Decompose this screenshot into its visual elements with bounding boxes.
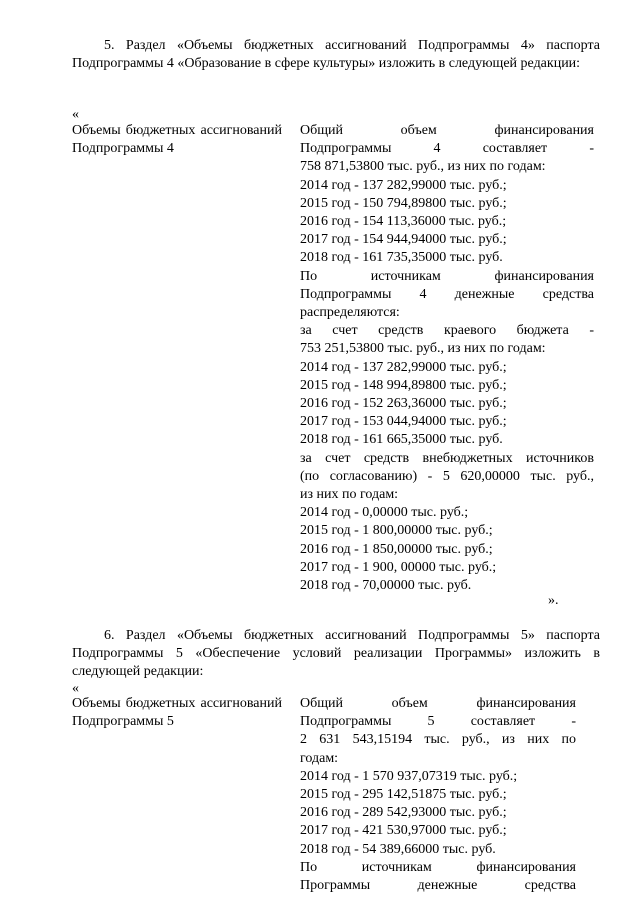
s6-line-3: годам: [300, 750, 339, 766]
s5-line-8: По источникам финансирования [300, 268, 594, 284]
section-5-heading: 5. Раздел «Объемы бюджетных ассигнований Подпрограммы 4» паспорта Подпрограммы 4 «Образование в сфере культуры» изложить в следующей редакции: [72, 38, 600, 72]
s5-line-22: 2015 год - 1 800,00000 тыс. руб.; [300, 523, 493, 539]
s5-line-1: Подпрограммы 4 составляет - [300, 141, 594, 157]
s5-line-14: 2015 год - 148 994,89800 тыс. руб.; [300, 377, 507, 393]
s6-line-5: 2015 год - 295 142,51875 тыс. руб.; [300, 787, 507, 803]
section-5-right-cell [300, 122, 594, 595]
section-6-right-cell [300, 695, 576, 895]
s5-line-17: 2018 год - 161 665,35000 тыс. руб. [300, 432, 503, 448]
s5-line-20: из них по годам: [300, 487, 399, 503]
s6-line-8: 2018 год - 54 389,66000 тыс. руб. [300, 841, 496, 857]
s5-line-18: за счет средств внебюджетных источников [300, 450, 594, 466]
s6-line-2: 2 631 543,15194 тыс. руб., из них по [300, 732, 576, 748]
s5-line-16: 2017 год - 153 044,94000 тыс. руб.; [300, 414, 507, 430]
section-5-open-quote: « [72, 107, 79, 122]
s5-line-25: 2018 год - 70,00000 тыс. руб. [300, 578, 472, 594]
section-5-left-cell: Объемы бюджетных ассигнований Подпрограммы 4 [72, 123, 282, 157]
s5-line-0: Общий объем финансирования [300, 123, 594, 138]
s5-line-21: 2014 год - 0,00000 тыс. руб.; [300, 505, 469, 521]
s6-line-10: Программы денежные средства [300, 878, 576, 894]
s5-line-2: 758 871,53800 тыс. руб., из них по годам: [300, 159, 546, 175]
s5-line-7: 2018 год - 161 735,35000 тыс. руб. [300, 250, 503, 266]
s5-line-15: 2016 год - 152 263,36000 тыс. руб.; [300, 396, 507, 412]
s5-line-23: 2016 год - 1 850,00000 тыс. руб.; [300, 541, 493, 557]
s5-line-10: распределяются: [300, 305, 400, 321]
s6-line-0: Общий объем финансирования [300, 696, 576, 711]
s5-line-13: 2014 год - 137 282,99000 тыс. руб.; [300, 359, 507, 375]
section-5-close-quote: ». [548, 593, 559, 608]
s5-line-24: 2017 год - 1 900, 00000 тыс. руб.; [300, 559, 497, 575]
s5-line-9: Подпрограммы 4 денежные средства [300, 286, 594, 302]
s6-line-4: 2014 год - 1 570 937,07319 тыс. руб.; [300, 768, 518, 784]
s5-line-11: за счет средств краевого бюджета - [300, 323, 594, 339]
section-6-left-cell: Объемы бюджетных ассигнований Подпрограммы 5 [72, 696, 282, 730]
s6-line-9: По источникам финансирования [300, 859, 576, 875]
s5-line-4: 2015 год - 150 794,89800 тыс. руб.; [300, 195, 507, 211]
s6-line-7: 2017 год - 421 530,97000 тыс. руб.; [300, 823, 507, 839]
s6-line-1: Подпрограммы 5 составляет - [300, 714, 576, 730]
s6-line-6: 2016 год - 289 542,93000 тыс. руб.; [300, 805, 507, 821]
s5-line-19: (по согласованию) - 5 620,00000 тыс. руб., [300, 468, 594, 484]
s5-line-6: 2017 год - 154 944,94000 тыс. руб.; [300, 232, 507, 248]
s5-line-12: 753 251,53800 тыс. руб., из них по годам: [300, 341, 546, 357]
s5-line-3: 2014 год - 137 282,99000 тыс. руб.; [300, 177, 507, 193]
s5-line-5: 2016 год - 154 113,36000 тыс. руб.; [300, 214, 507, 230]
section-6-heading: 6. Раздел «Объемы бюджетных ассигнований Подпрограммы 5» паспорта Подпрограммы 5 «Обеспечение условий реализации Программы» изложить в следующей редакции: [72, 628, 600, 680]
section-6-open-quote: « [72, 681, 79, 696]
